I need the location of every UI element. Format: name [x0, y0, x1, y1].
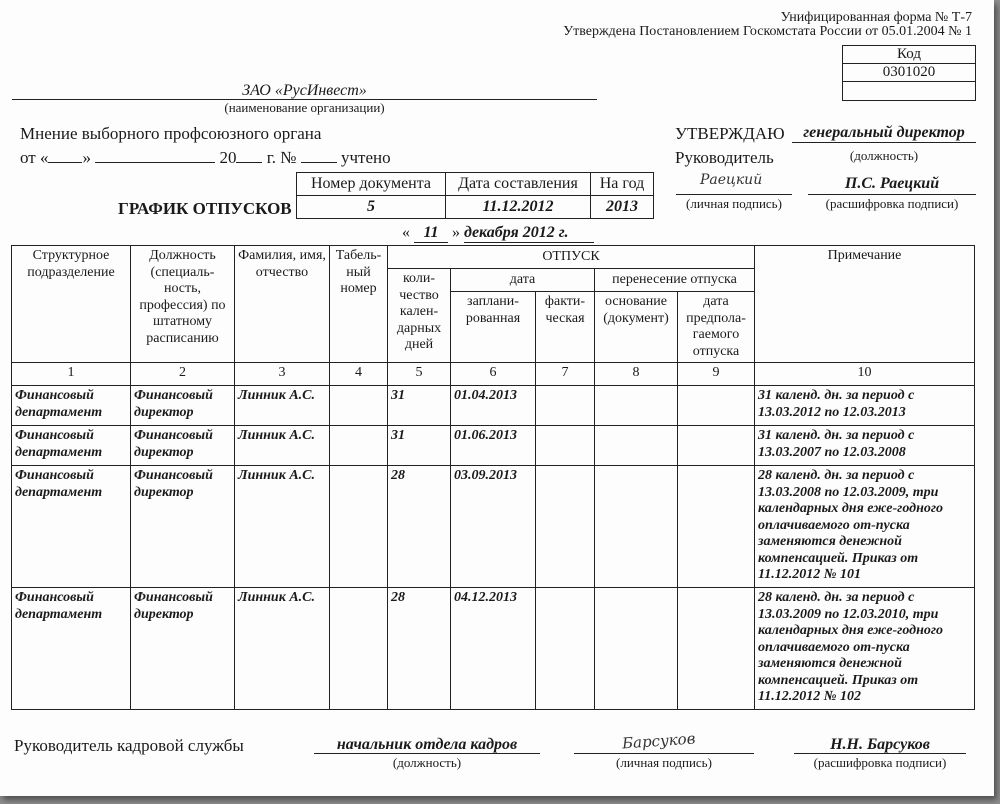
- doc-number-label: Номер документа: [297, 173, 446, 196]
- hr-position-line: [314, 753, 540, 754]
- g-no: г. №: [266, 148, 297, 167]
- header-actual: факти-ческая: [536, 292, 595, 363]
- doc-date-label: Дата составления: [446, 173, 591, 196]
- consideration-date: [402, 224, 594, 243]
- table-row: [12, 588, 975, 710]
- header-dept: Структурное подразделение: [12, 246, 131, 363]
- col-number: 4: [330, 363, 388, 386]
- document-title: ГРАФИК ОТПУСКОВ: [118, 199, 292, 218]
- okpo-code-empty: [843, 81, 975, 100]
- approver-name-line: [808, 194, 976, 195]
- date-open-quote: «: [402, 224, 410, 241]
- approver-position-caption: (должность): [849, 148, 919, 163]
- organization-caption: (наименование организации): [224, 100, 385, 115]
- cell-planned: 03.09.2013: [451, 466, 536, 588]
- cell-basis: [595, 588, 678, 710]
- considered-label: учтено: [341, 148, 391, 167]
- col-number: 8: [595, 363, 678, 386]
- cell-actual: [536, 386, 595, 426]
- code-box: [842, 45, 976, 101]
- hr-name: Н.Н. Барсуков: [830, 736, 930, 753]
- header-fio: Фамилия, имя, отчество: [235, 246, 330, 363]
- date-day: 11: [414, 224, 448, 243]
- table-row: [12, 426, 975, 466]
- doc-year-label: На год: [591, 173, 654, 196]
- cell-fio: Линник А.С.: [235, 426, 330, 466]
- header-note: Примечание: [755, 246, 975, 363]
- header-basis: основание (документ): [595, 292, 678, 363]
- hr-name-caption: (расшифровка подписи): [813, 755, 947, 770]
- cell-note: 31 календ. дн. за период с 13.03.2007 по 12.03.2008: [755, 426, 975, 466]
- cell-fio: Линник А.С.: [235, 466, 330, 588]
- cell-note: 28 календ. дн. за период с 13.03.2009 по 12.03.2010, три календарных дня еже-годного оплачиваемого от-пуска заменяются денежной компенсацией. Приказ от 11.12.2012 № 102: [755, 588, 975, 710]
- col-number: 2: [131, 363, 235, 386]
- cell-days: 28: [388, 588, 451, 710]
- header-transfer: перенесение отпуска: [595, 269, 755, 292]
- table-row: [12, 466, 975, 588]
- cell-note: 28 календ. дн. за период с 13.03.2008 по 12.03.2009, три календарных дня еже-годного оплачиваемого от-пуска заменяются денежной компенсацией. Приказ от 11.12.2012 № 101: [755, 466, 975, 588]
- hr-signature-caption: (личная подпись): [616, 755, 712, 770]
- cell-basis: [595, 466, 678, 588]
- cell-tab-no: [330, 426, 388, 466]
- form-name: Унифицированная форма № Т-7: [780, 10, 972, 25]
- approver-signature-line: [676, 194, 792, 195]
- approver-signature-caption: (личная подпись): [686, 196, 782, 211]
- date-month-year: декабря 2012 г.: [464, 224, 594, 243]
- cell-planned: 01.06.2013: [451, 426, 536, 466]
- cell-expected: [678, 466, 755, 588]
- approver-signature: Раецкий: [700, 172, 763, 188]
- cell-fio: Линник А.С.: [235, 386, 330, 426]
- from-prefix: от «: [20, 148, 49, 167]
- cell-expected: [678, 386, 755, 426]
- cell-planned: 01.04.2013: [451, 386, 536, 426]
- column-numbers-row: [12, 363, 975, 386]
- year-prefix: 20: [219, 148, 237, 167]
- cell-fio: Линник А.С.: [235, 588, 330, 710]
- vacation-schedule-table: [11, 245, 975, 710]
- cell-days: 28: [388, 466, 451, 588]
- quote-close: »: [82, 148, 91, 167]
- hr-signature-line: [574, 753, 754, 754]
- col-number: 7: [536, 363, 595, 386]
- cell-dept: Финансовый департамент: [12, 386, 131, 426]
- hr-position: начальник отдела кадров: [336, 736, 518, 753]
- cell-position: Финансовый директор: [131, 386, 235, 426]
- cell-note: 31 календ. дн. за период с 13.03.2012 по 12.03.2013: [755, 386, 975, 426]
- col-number: 1: [12, 363, 131, 386]
- cell-days: 31: [388, 426, 451, 466]
- approver-name-caption: (расшифровка подписи): [825, 196, 959, 211]
- approval-reference: Утверждена Постановлением Госкомстата России от 05.01.2004 № 1: [563, 24, 972, 39]
- cell-dept: Финансовый департамент: [12, 466, 131, 588]
- union-opinion-label: Мнение выборного профсоюзного органа: [20, 124, 322, 143]
- header-vacation: ОТПУСК: [388, 246, 755, 269]
- header-position: Должность (специаль-ность, профессия) по штатному расписанию: [131, 246, 235, 363]
- okud-code: 0301020: [882, 64, 936, 80]
- cell-actual: [536, 588, 595, 710]
- approve-label: УТВЕРЖДАЮ: [675, 124, 785, 143]
- header-expected: дата предпола-гаемого отпуска: [678, 292, 755, 363]
- header-days: коли-чество кален-дарных дней: [388, 269, 451, 363]
- col-number: 9: [678, 363, 755, 386]
- approver-position-line: [792, 142, 976, 143]
- hr-name-line: [794, 753, 966, 754]
- cell-tab-no: [330, 386, 388, 426]
- union-opinion-date-line: [20, 148, 391, 168]
- col-number: 3: [235, 363, 330, 386]
- cell-dept: Финансовый департамент: [12, 588, 131, 710]
- cell-expected: [678, 426, 755, 466]
- head-label: Руководитель: [675, 148, 774, 167]
- cell-dept: Финансовый департамент: [12, 426, 131, 466]
- cell-planned: 04.12.2013: [451, 588, 536, 710]
- table-row: [12, 386, 975, 426]
- document-info-table: [296, 172, 654, 219]
- cell-days: 31: [388, 386, 451, 426]
- doc-number-value: 5: [297, 196, 446, 219]
- hr-signature: Барсуков: [621, 729, 696, 753]
- cell-basis: [595, 386, 678, 426]
- date-close-quote: »: [452, 224, 460, 241]
- organization-name: ЗАО «РусИнвест»: [242, 82, 367, 99]
- cell-tab-no: [330, 588, 388, 710]
- col-number: 5: [388, 363, 451, 386]
- cell-tab-no: [330, 466, 388, 588]
- approver-position: генеральный директор: [803, 124, 965, 141]
- cell-position: Финансовый директор: [131, 466, 235, 588]
- cell-position: Финансовый директор: [131, 426, 235, 466]
- cell-actual: [536, 426, 595, 466]
- doc-date-value: 11.12.2012: [446, 196, 591, 219]
- doc-year-value: 2013: [591, 196, 654, 219]
- cell-expected: [678, 588, 755, 710]
- hr-position-caption: (должность): [392, 755, 462, 770]
- header-tab-no: Табель-ный номер: [330, 246, 388, 363]
- header-planned: заплани-рованная: [451, 292, 536, 363]
- cell-position: Финансовый директор: [131, 588, 235, 710]
- col-number: 10: [755, 363, 975, 386]
- code-label: Код: [843, 46, 975, 64]
- approver-name: П.С. Раецкий: [844, 175, 940, 192]
- cell-actual: [536, 466, 595, 588]
- cell-basis: [595, 426, 678, 466]
- col-number: 6: [451, 363, 536, 386]
- hr-head-label: Руководитель кадровой службы: [14, 736, 244, 755]
- header-date: дата: [451, 269, 595, 292]
